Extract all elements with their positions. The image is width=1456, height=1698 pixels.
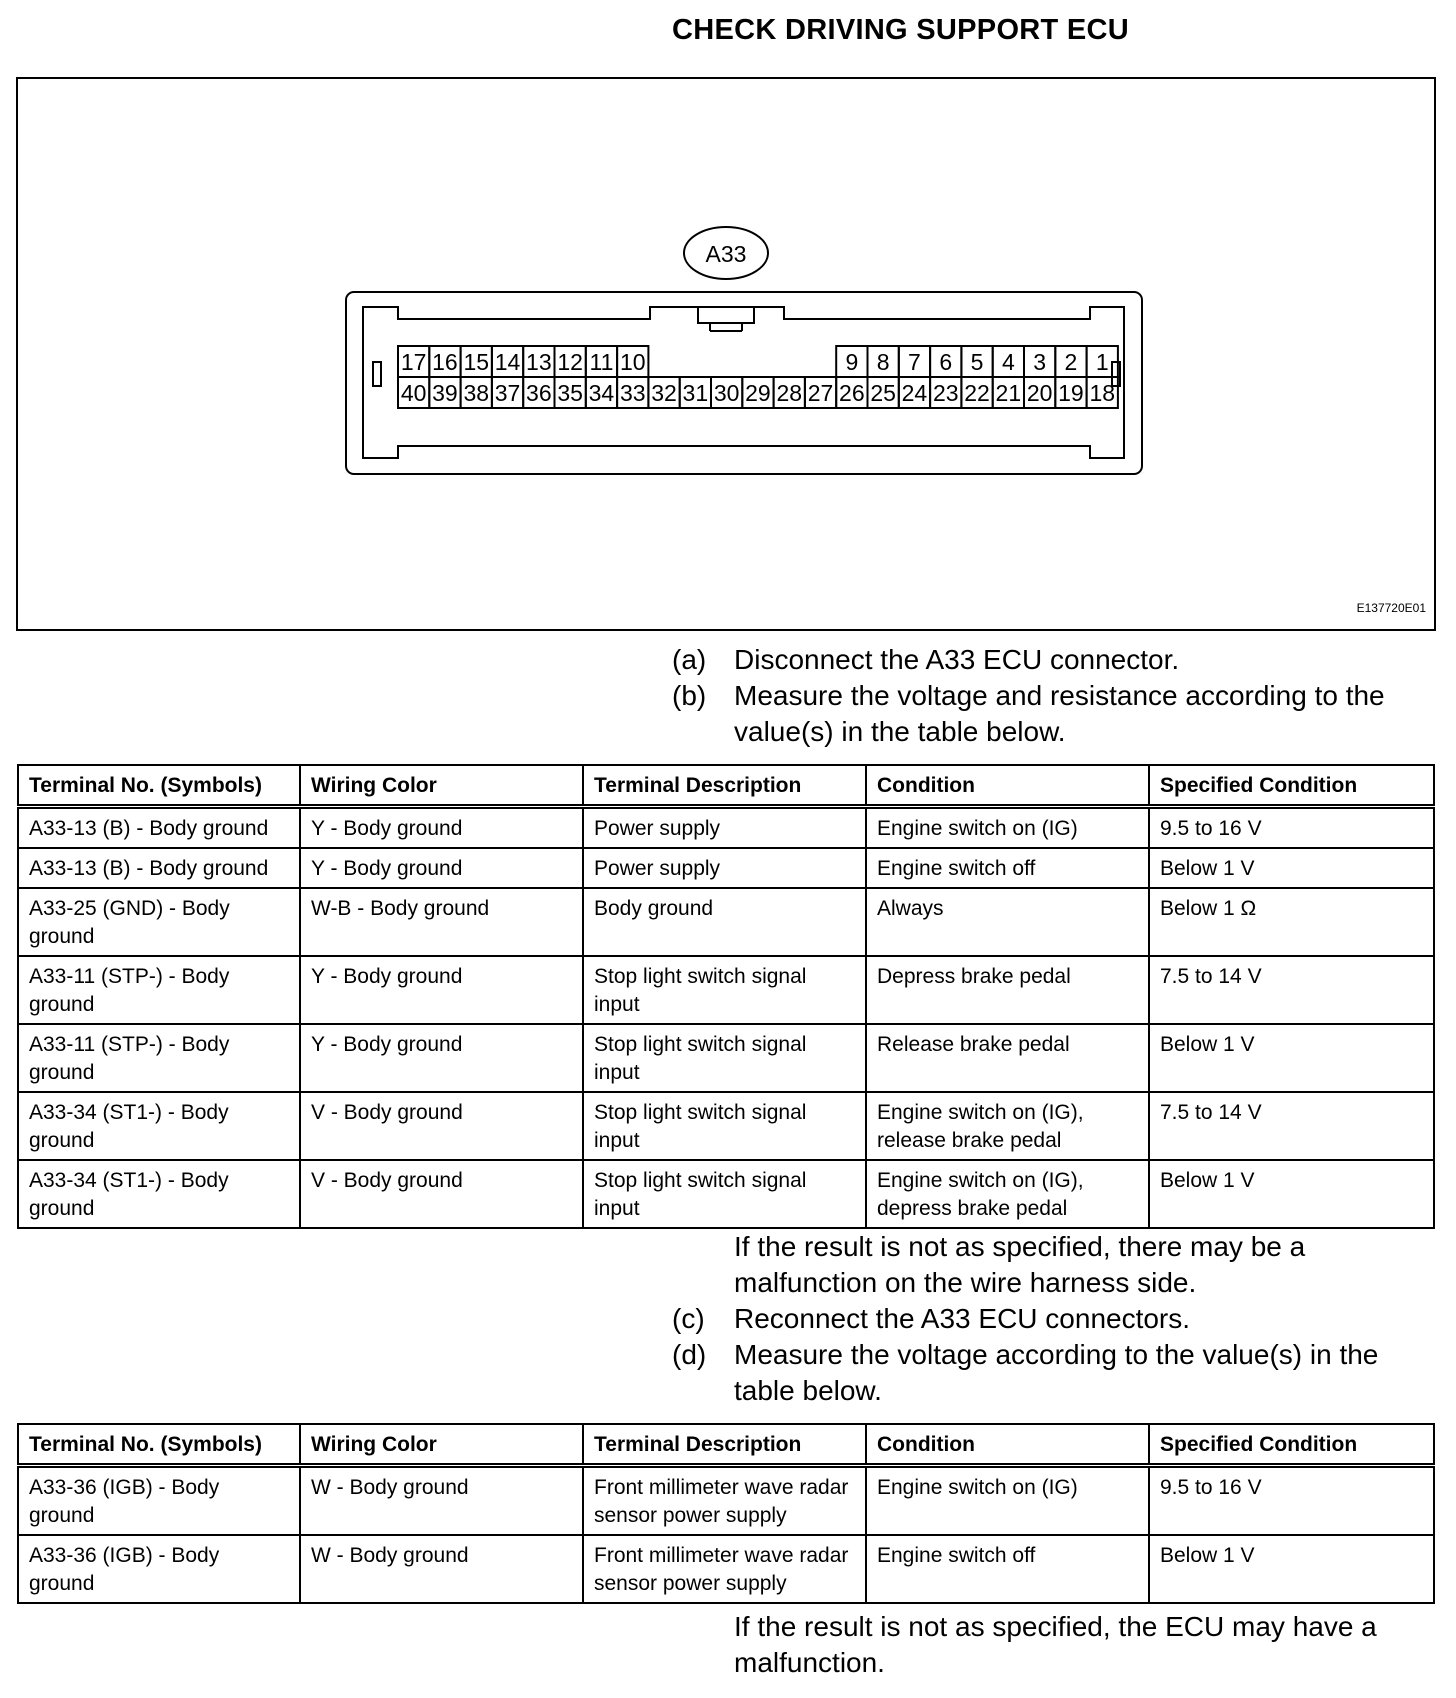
step-text: Measure the voltage according to the value(s) in the table below.	[734, 1339, 1379, 1406]
note-wire-harness: If the result is not as specified, there may be a malfunction on the wire harness side.	[734, 1231, 1306, 1298]
table-cell: A33-13 (B) - Body ground	[18, 848, 300, 888]
table-cell: W-B - Body ground	[300, 888, 583, 956]
table-row	[18, 1466, 1434, 1536]
pin-number: 16	[432, 349, 458, 375]
table-row	[18, 956, 1434, 1024]
pin-number: 8	[876, 349, 890, 375]
pin-number: 7	[908, 349, 921, 375]
table-cell: Engine switch off	[866, 848, 1149, 888]
table-cell: Always	[866, 888, 1149, 956]
instruction-step	[672, 1301, 1442, 1337]
table-row	[18, 1160, 1434, 1228]
pin-number: 31	[682, 380, 709, 406]
table-cell: A33-13 (B) - Body ground	[18, 807, 300, 849]
table-row	[18, 888, 1434, 956]
step-letter: (b)	[672, 680, 707, 711]
pin-number: 6	[939, 349, 953, 375]
pin-number: 37	[494, 380, 521, 406]
step-text: Measure the voltage and resistance according to the value(s) in the table below.	[734, 680, 1385, 747]
column-header: Terminal Description	[583, 765, 866, 807]
pin-number: 23	[932, 380, 959, 406]
pin-number: 9	[845, 349, 859, 375]
pin-number: 1	[1095, 349, 1109, 375]
table-row	[18, 848, 1434, 888]
pin-number: 27	[807, 380, 834, 406]
table-cell: A33-11 (STP-) - Body ground	[18, 956, 300, 1024]
table-header-row	[18, 1424, 1434, 1466]
pin-number: 20	[1026, 380, 1053, 406]
table-cell: Y - Body ground	[300, 956, 583, 1024]
pin-number: 4	[1001, 349, 1015, 375]
pin-number: 36	[526, 380, 552, 406]
pin-number: 21	[995, 380, 1022, 406]
pin-number: 34	[588, 380, 615, 406]
table-cell: W - Body ground	[300, 1535, 583, 1603]
table-cell: Power supply	[583, 807, 866, 849]
column-header: Wiring Color	[300, 765, 583, 807]
table-cell: A33-36 (IGB) - Body ground	[18, 1535, 300, 1603]
table-cell: Engine switch on (IG), release brake pedal	[866, 1092, 1149, 1160]
table-cell: Engine switch on (IG), depress brake pedal	[866, 1160, 1149, 1228]
step-text: Disconnect the A33 ECU connector.	[734, 644, 1180, 675]
pin-number: 26	[839, 380, 865, 406]
pin-number: 18	[1089, 380, 1116, 406]
spec-table-1	[17, 764, 1435, 1229]
table-cell: Y - Body ground	[300, 807, 583, 849]
table-cell: 7.5 to 14 V	[1149, 956, 1434, 1024]
table-cell: 7.5 to 14 V	[1149, 1092, 1434, 1160]
connector-lock	[698, 307, 754, 323]
pin-number: 17	[400, 349, 427, 375]
instruction-step	[672, 1337, 1442, 1409]
table-cell: Body ground	[583, 888, 866, 956]
pin-number: 12	[557, 349, 583, 375]
table-cell: A33-25 (GND) - Body ground	[18, 888, 300, 956]
table-cell: Below 1 V	[1149, 1535, 1434, 1603]
spec-table-2	[17, 1423, 1435, 1604]
pin-number: 32	[651, 380, 677, 406]
table-cell: Below 1 V	[1149, 848, 1434, 888]
column-header: Specified Condition	[1149, 1424, 1434, 1466]
pin-number: 25	[870, 380, 896, 406]
table-cell: Release brake pedal	[866, 1024, 1149, 1092]
column-header: Wiring Color	[300, 1424, 583, 1466]
table-cell: Below 1 Ω	[1149, 888, 1434, 956]
table-header-row	[18, 765, 1434, 807]
pin-number: 28	[776, 380, 803, 406]
table-row	[18, 807, 1434, 849]
table-cell: Front millimeter wave radar sensor power supply	[583, 1535, 866, 1603]
column-header: Terminal Description	[583, 1424, 866, 1466]
table-cell: Power supply	[583, 848, 866, 888]
table-cell: Engine switch on (IG)	[866, 1466, 1149, 1536]
table-row	[18, 1535, 1434, 1603]
step-text: Reconnect the A33 ECU connectors.	[734, 1303, 1191, 1334]
table-cell: Stop light switch signal input	[583, 1092, 866, 1160]
column-header: Terminal No. (Symbols)	[18, 765, 300, 807]
table-cell: Below 1 V	[1149, 1160, 1434, 1228]
pin-number: 29	[745, 380, 771, 406]
table-cell: 9.5 to 16 V	[1149, 1466, 1434, 1536]
table-cell: V - Body ground	[300, 1092, 583, 1160]
column-header: Condition	[866, 1424, 1149, 1466]
pin-number: 3	[1033, 349, 1047, 375]
table-cell: 9.5 to 16 V	[1149, 807, 1434, 849]
table-cell: Stop light switch signal input	[583, 956, 866, 1024]
column-header: Terminal No. (Symbols)	[18, 1424, 300, 1466]
column-header: Condition	[866, 765, 1149, 807]
table-cell: A33-34 (ST1-) - Body ground	[18, 1092, 300, 1160]
left-side-key	[373, 362, 381, 386]
table-cell: V - Body ground	[300, 1160, 583, 1228]
pin-number: 30	[713, 380, 740, 406]
pin-number: 10	[619, 349, 646, 375]
table-cell: Engine switch on (IG)	[866, 807, 1149, 849]
pin-number: 40	[400, 380, 427, 406]
pin-number: 24	[901, 380, 928, 406]
figure-id: E137720E01	[1356, 601, 1426, 615]
table-cell: Engine switch off	[866, 1535, 1149, 1603]
page-title: CHECK DRIVING SUPPORT ECU	[672, 14, 1130, 46]
table-cell: Y - Body ground	[300, 1024, 583, 1092]
table-cell: Stop light switch signal input	[583, 1160, 866, 1228]
pin-number: 38	[463, 380, 490, 406]
table-cell: Stop light switch signal input	[583, 1024, 866, 1092]
pin-number: 13	[526, 349, 552, 375]
pin-number: 5	[970, 349, 984, 375]
pin-number: 2	[1064, 349, 1078, 375]
column-header: Specified Condition	[1149, 765, 1434, 807]
pin-number: 14	[494, 349, 521, 375]
table-cell: A33-34 (ST1-) - Body ground	[18, 1160, 300, 1228]
table-cell: Front millimeter wave radar sensor power supply	[583, 1466, 866, 1536]
table-cell: W - Body ground	[300, 1466, 583, 1536]
step-letter: (c)	[672, 1303, 705, 1334]
table-cell: Y - Body ground	[300, 848, 583, 888]
pin-number: 33	[619, 380, 646, 406]
connector-figure	[16, 77, 1436, 631]
pin-number: 15	[463, 349, 490, 375]
pin-number: 39	[432, 380, 458, 406]
table-cell: A33-11 (STP-) - Body ground	[18, 1024, 300, 1092]
table-cell: Below 1 V	[1149, 1024, 1434, 1092]
pin-number: 19	[1058, 380, 1084, 406]
pin-number: 11	[589, 349, 614, 375]
table-cell: A33-36 (IGB) - Body ground	[18, 1466, 300, 1536]
table-row	[18, 1024, 1434, 1092]
table-row	[18, 1092, 1434, 1160]
connector-label: A33	[705, 241, 747, 267]
step-letter: (d)	[672, 1339, 707, 1370]
table-cell: Depress brake pedal	[866, 956, 1149, 1024]
step-letter: (a)	[672, 644, 707, 675]
connector-diagram	[18, 79, 1434, 629]
pin-number: 35	[557, 380, 583, 406]
instruction-step	[672, 678, 1442, 750]
note-ecu-malfunction: If the result is not as specified, the ECU may have a malfunction.	[734, 1611, 1377, 1678]
pin-number: 22	[964, 380, 990, 406]
instruction-step	[672, 642, 1442, 678]
